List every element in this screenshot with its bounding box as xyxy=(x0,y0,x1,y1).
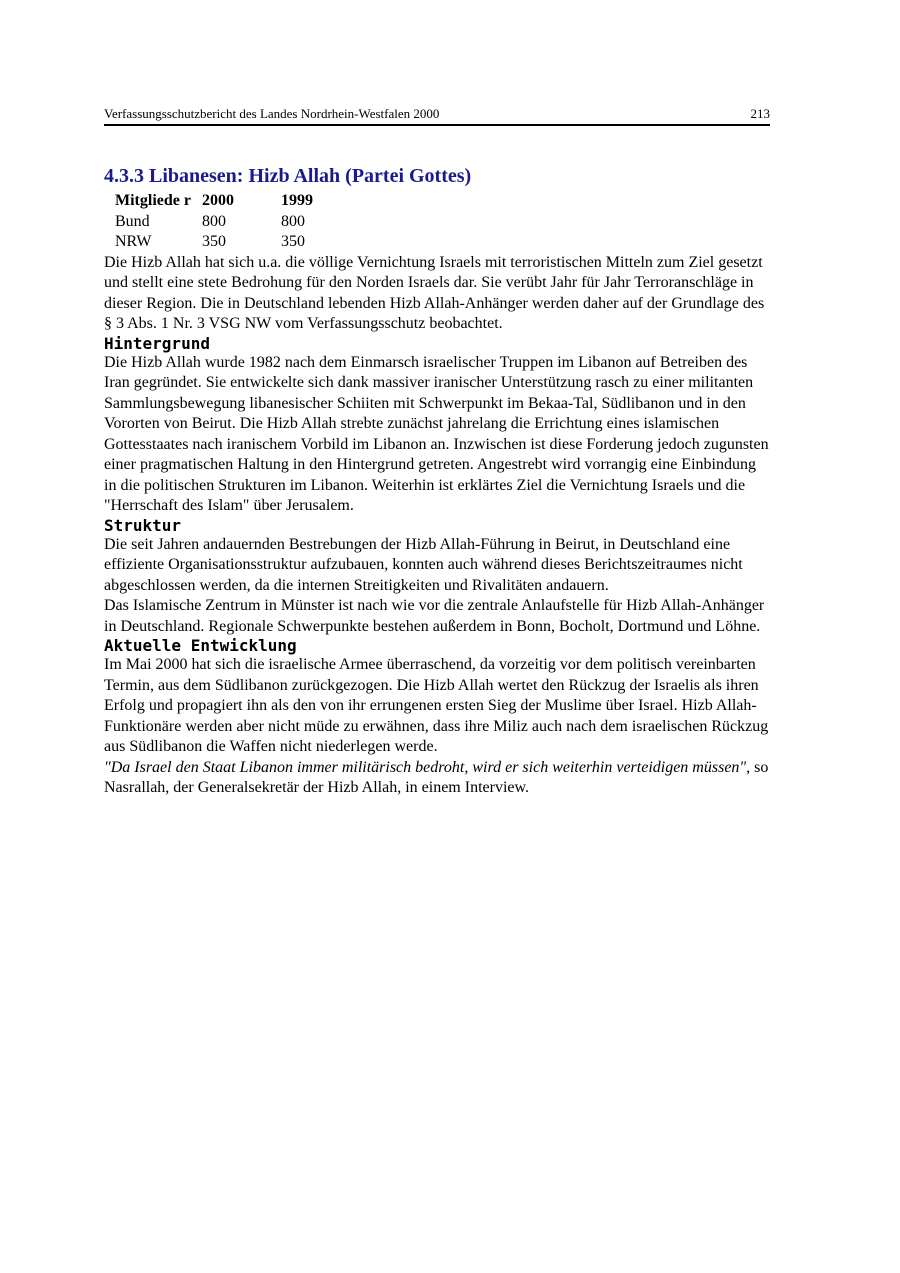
table-cell: 350 xyxy=(202,233,226,250)
table-cell: Bund xyxy=(115,212,150,230)
struktur-paragraph-2: Das Islamische Zentrum in Münster ist nach wie vor die zentrale Anlaufstelle für Hizb Allah-Anhänger in Deutschland. Regionale Schwerpunkte bestehen außerdem in Bonn, Bocholt, Dortmund und Löhne. xyxy=(104,597,765,635)
quote-attribution: , so Nasrallah, der Generalsekretär der Hizb Allah, in einem Interview. xyxy=(104,758,769,796)
document-page xyxy=(104,106,770,799)
header-title: Verfassungsschutzbericht des Landes Nordrhein-Westfalen 2000 xyxy=(104,106,440,121)
running-header xyxy=(104,106,770,126)
table-cell: 350 xyxy=(281,233,305,250)
table-row xyxy=(112,232,345,253)
entwicklung-heading: Aktuelle Entwicklung xyxy=(104,636,297,655)
members-table xyxy=(112,191,345,253)
members-table-header-row xyxy=(112,191,345,212)
hintergrund-paragraph: Die Hizb Allah wurde 1982 nach dem Einmarsch israelischer Truppen im Libanon auf Betreiben des Iran gegründet. Sie entwickelte sich dank massiver iranischer Unterstützung rasch zu einer militanten Sammlungsbewegung libanesischer Schiiten mit Schwerpunkt im Bekaa-Tal, Südlibanon und in den Vororten von Beirut. Die Hizb Allah strebte zunächst jahrelang die Errichtung eines islamischen Gottesstaates nach iranischem Vorbild im Libanon an. Inzwischen ist diese Forderung jedoch zugunsten einer pragmatischen Haltung in den Hintergrund getreten. Angestrebt wird vorrangig eine Einbindung in die politischen Strukturen im Libanon. Weiterhin ist erklärtes Ziel die Vernichtung Israels und die "Herrschaft des Islam" über Jerusalem. xyxy=(104,353,769,514)
nasrallah-quote: "Da Israel den Staat Libanon immer militärisch bedroht, wird er sich weiterhin verteidigen müssen" xyxy=(104,758,747,776)
table-cell: NRW xyxy=(115,233,152,250)
section-title: 4.3.3 Libanesen: Hizb Allah (Partei Gottes) xyxy=(104,165,472,187)
struktur-paragraph-1: Die seit Jahren andauernden Bestrebungen der Hizb Allah-Führung in Beirut, in Deutschland eine effiziente Organisationsstruktur aufzubauen, konnten auch während dieses Berichtszeitraumes nicht abgeschlossen werden, da die internen Streitigkeiten und Rivalitäten andauern. xyxy=(104,535,743,594)
table-cell: 800 xyxy=(281,212,305,230)
struktur-heading: Struktur xyxy=(104,515,182,535)
members-header-cell: Mitgliede r xyxy=(115,192,191,209)
intro-paragraph: Die Hizb Allah hat sich u.a. die völlige Vernichtung Israels mit terroristischen Mitteln zum Ziel gesetzt und stellt eine stete Bedrohung für den Norden Israels dar. Sie verübt Jahr für Jahr Terroranschläge in dieser Region. Die in Deutschland lebenden Hizb Allah-Anhänger werden daher auf der Grundlage des § 3 Abs. 1 Nr. 3 VSG NW vom Verfassungsschutz beobachtet. xyxy=(104,253,765,332)
entwicklung-paragraph: Im Mai 2000 hat sich die israelische Armee überraschend, da vorzeitig vor dem politisch vereinbarten Termin, aus dem Südlibanon zurückgezogen. Die Hizb Allah wertet den Rückzug der Israelis als ihren Erfolg und propagiert ihn als den von ihr errungenen ersten Sieg der Muslime über Israel. Hizb Allah-Funktionäre werden aber nicht müde zu erwähnen, dass ihre Miliz auch nach dem israelischen Rückzug aus Südlibanon die Waffen nicht niederlegen werde. xyxy=(104,656,769,755)
quote-paragraph xyxy=(104,758,770,799)
table-cell: 800 xyxy=(202,212,226,230)
table-row xyxy=(112,212,345,233)
members-header-cell: 1999 xyxy=(281,192,313,209)
members-header-cell: 2000 xyxy=(202,192,234,209)
page-number: 213 xyxy=(750,106,770,121)
hintergrund-heading: Hintergrund xyxy=(104,333,210,353)
